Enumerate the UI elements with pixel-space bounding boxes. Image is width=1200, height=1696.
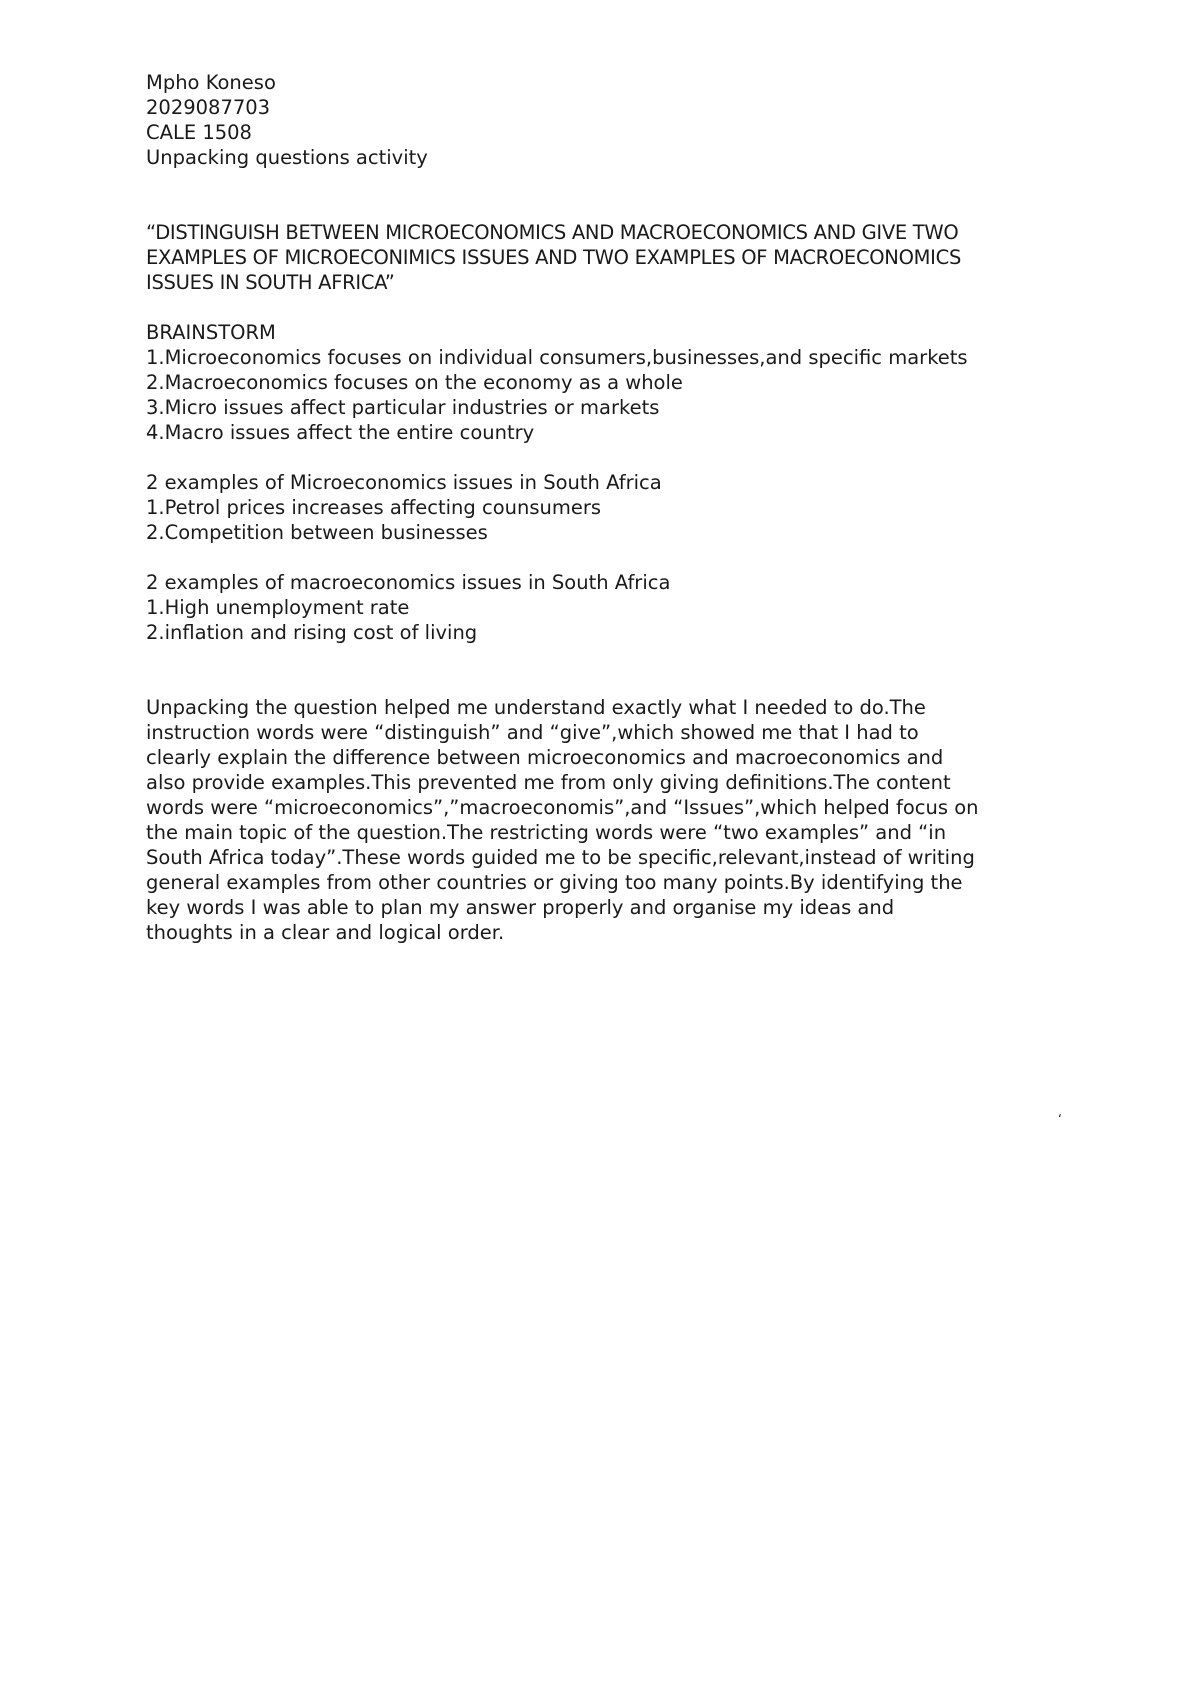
reflection-line: words were “microeconomics”,”macroeconomis”,and “Issues”,which helped focus on <box>146 796 979 819</box>
spacer <box>146 170 1076 220</box>
question-block <box>146 220 1076 295</box>
brainstorm-block <box>146 320 1076 445</box>
header-block <box>146 70 1076 170</box>
reflection-line: instruction words were “distinguish” and “give”,which showed me that I had to <box>146 721 919 744</box>
reflection-paragraph <box>146 695 1071 945</box>
brainstorm-item: 4.Macro issues affect the entire country <box>146 421 535 444</box>
brainstorm-heading: BRAINSTORM <box>146 321 276 344</box>
macro-examples-block <box>146 570 1076 645</box>
macro-example-item: 2.inflation and rising cost of living <box>146 621 478 644</box>
stray-quote-mark: ‘ <box>1058 1112 1062 1126</box>
micro-examples-heading: 2 examples of Microeconomics issues in South Africa <box>146 471 662 494</box>
spacer <box>146 545 1076 570</box>
brainstorm-item: 2.Macroeconomics focuses on the economy as a whole <box>146 371 683 394</box>
reflection-line: South Africa today”.These words guided me to be specific,relevant,instead of writing <box>146 846 975 869</box>
reflection-line: clearly explain the difference between microeconomics and macroeconomics and <box>146 746 944 769</box>
reflection-line: Unpacking the question helped me understand exactly what I needed to do.The <box>146 696 926 719</box>
micro-examples-block <box>146 470 1076 545</box>
spacer <box>146 295 1076 320</box>
reflection-line: key words I was able to plan my answer properly and organise my ideas and <box>146 896 895 919</box>
document-body <box>146 70 1076 945</box>
student-number: 2029087703 <box>146 96 271 119</box>
macro-examples-heading: 2 examples of macroeconomics issues in South Africa <box>146 571 671 594</box>
activity-title: Unpacking questions activity <box>146 146 428 169</box>
question-line: ISSUES IN SOUTH AFRICA” <box>146 271 395 294</box>
reflection-line: general examples from other countries or giving too many points.By identifying the <box>146 871 963 894</box>
micro-example-item: 2.Competition between businesses <box>146 521 488 544</box>
spacer <box>146 445 1076 470</box>
macro-example-item: 1.High unemployment rate <box>146 596 410 619</box>
course-code: CALE 1508 <box>146 121 252 144</box>
reflection-line: the main topic of the question.The restricting words were “two examples” and “in <box>146 821 947 844</box>
brainstorm-item: 1.Microeconomics focuses on individual consumers,businesses,and specific markets <box>146 346 968 369</box>
reflection-line: also provide examples.This prevented me from only giving definitions.The content <box>146 771 951 794</box>
spacer <box>146 645 1076 695</box>
student-name: Mpho Koneso <box>146 71 276 94</box>
brainstorm-item: 3.Micro issues affect particular industries or markets <box>146 396 660 419</box>
question-line: “DISTINGUISH BETWEEN MICROECONOMICS AND MACROECONOMICS AND GIVE TWO <box>146 221 959 244</box>
reflection-line: thoughts in a clear and logical order. <box>146 921 505 944</box>
question-line: EXAMPLES OF MICROECONIMICS ISSUES AND TWO EXAMPLES OF MACROECONOMICS <box>146 246 962 269</box>
micro-example-item: 1.Petrol prices increases affecting counsumers <box>146 496 602 519</box>
